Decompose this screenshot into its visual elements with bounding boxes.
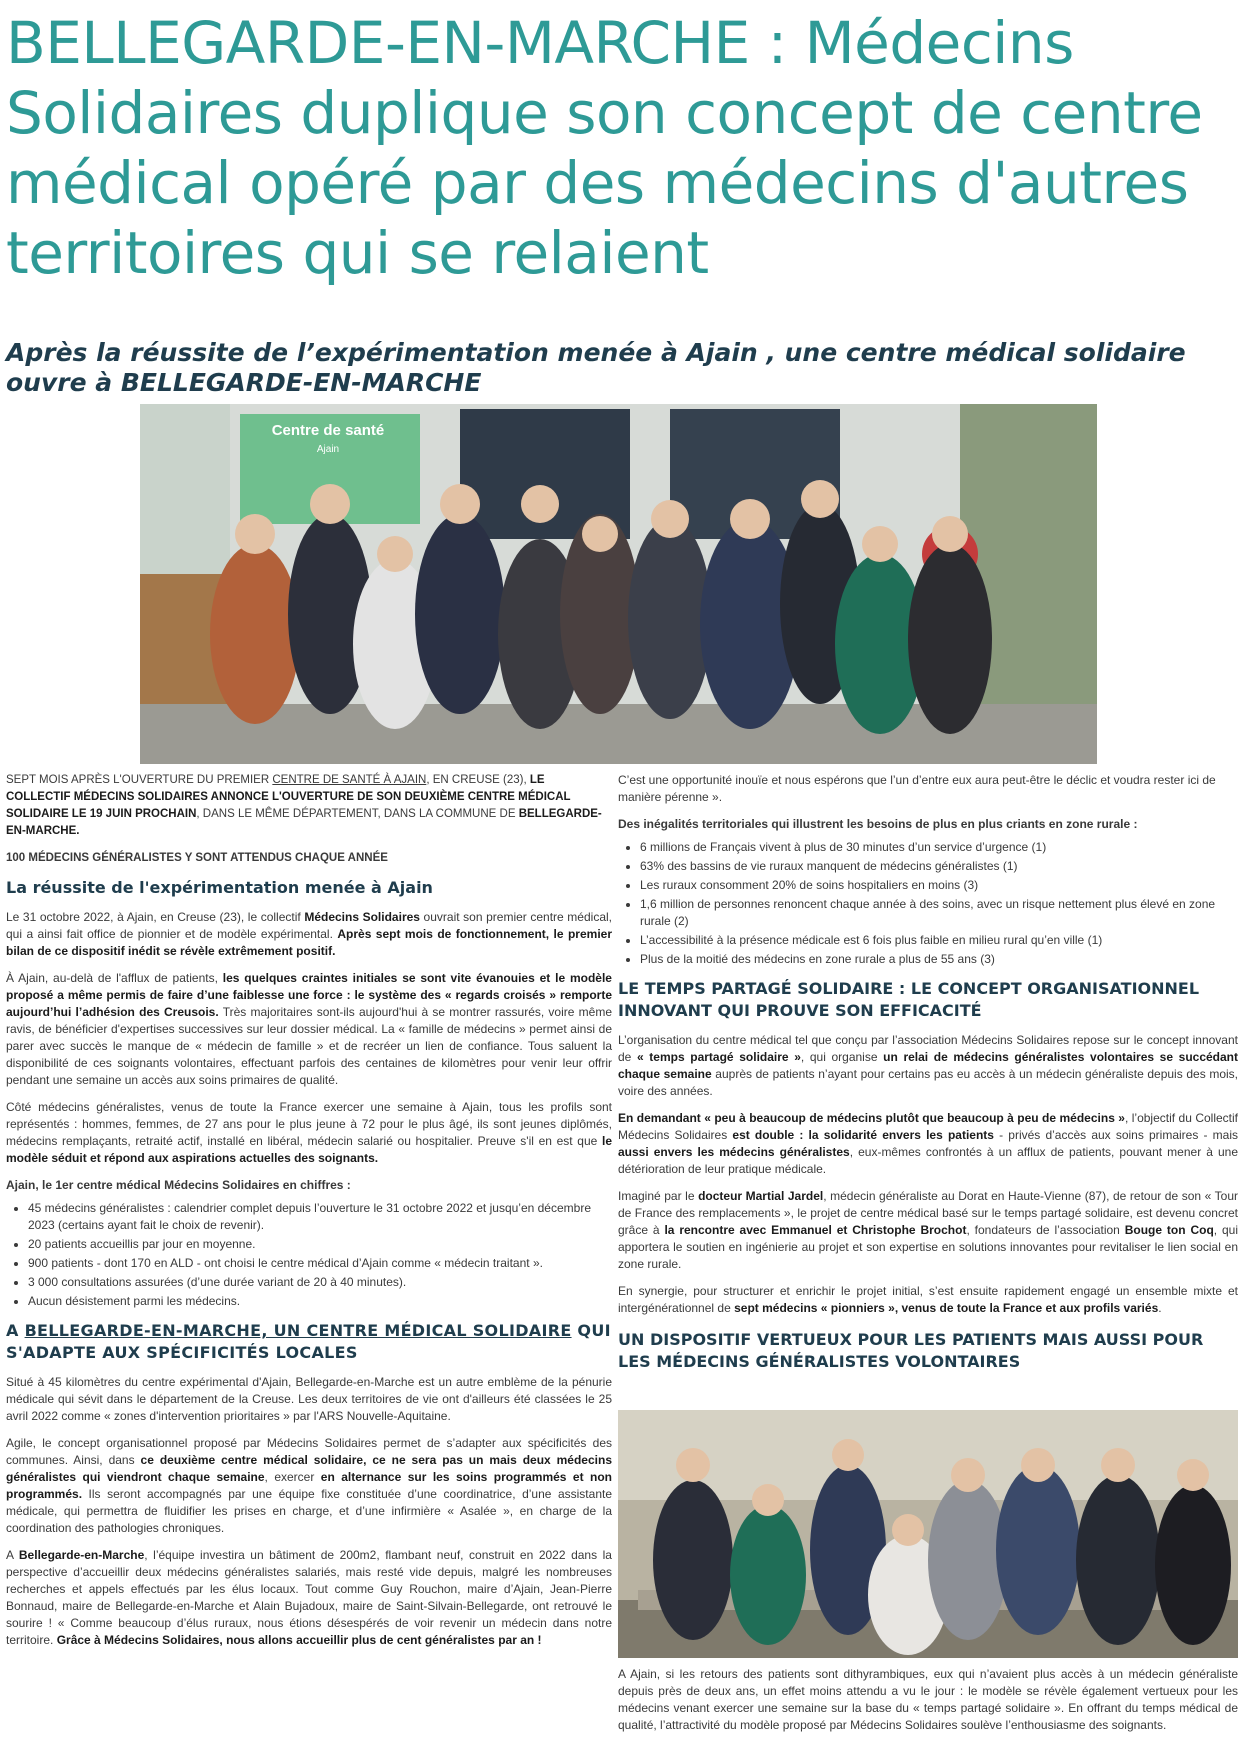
text: , l’objectif du Collectif Médecins Solidaires (618, 1111, 1239, 1142)
right-column-bottom (618, 1666, 1238, 1744)
inegalites-title: Des inégalités territoriales qui illustrent les besoins de plus en plus criants en zone rurale : (618, 817, 1138, 831)
bold-text: les quelques craintes initiales se sont vite évanouies et le modèle proposé a même permis de faire d’une faiblesse une force : le système des « regards croisés » remporte aujourd’hui l’adhésion des Creusois. (6, 971, 612, 1019)
intro-text-3: , DANS LE MÊME DÉPARTEMENT, DANS LA COMMUNE DE (196, 808, 519, 820)
heading-reussite: La réussite de l'expérimentation menée à Ajain (6, 878, 433, 897)
list-item: • Aucun désistement parmi les médecins. (28, 1293, 612, 1310)
list-item: • Plus de la moitié des médecins en zone rurale a plus de 55 ans (3) (640, 951, 1238, 968)
article-subheadline: Après la réussite de l’expérimentation menée à Ajain , une centre médical solidaire ouvre à BELLEGARDE-EN-MARCHE (6, 338, 1186, 397)
list-item: • 3 000 consultations assurées (d’une durée variant de 20 à 40 minutes). (28, 1274, 612, 1291)
list-item: • 45 médecins généralistes : calendrier complet depuis l’ouverture le 31 octobre 2022 et jusqu’en décembre 2023 (certains ayant fait le choix de revenir). (28, 1200, 612, 1234)
text: . (1158, 1301, 1162, 1315)
text: Le 31 octobre 2022, à Ajain, en Creuse (23), le collectif (6, 910, 305, 924)
bold-text: Bellegarde-en-Marche (18, 1548, 145, 1562)
text: , fondateurs de l’association (966, 1223, 1125, 1237)
paragraph-quote-end: C’est une opportunité inouïe et nous espérons que l’un d’entre eux aura peut-être le déclic et voudra rester ici de manière pérenne ». (618, 773, 1216, 804)
intro-text-1: SEPT MOIS APRÈS L'OUVERTURE DU PREMIER (6, 774, 273, 786)
chiffres-list (6, 1200, 612, 1310)
text: A (6, 1548, 19, 1562)
list-item: • 6 millions de Français vivent à plus de 30 minutes d’un service d’urgence (1) (640, 839, 1238, 856)
intro-bold-1: LE COLLECTIF MÉDECINS SOLIDAIRES ANNONCE L'OUVERTURE DE SON DEUXIÈME CENTRE MÉDICAL SOLIDAIRE LE 19 JUIN PROCHAIN (6, 774, 571, 820)
text: En synergie, pour structurer et enrichir le projet initial, s’est ensuite rapidement engagé un ensemble mixte et intergénérationnel de (618, 1284, 1238, 1315)
text: Côté médecins généralistes, venus de toute la France exercer une semaine à Ajain, tous les profils sont représentés : hommes, femmes, de 27 ans pour le plus jeune à 72 pour le plus âgé, ils sont jeunes diplômés, médecins remplaçants, retraité actif, installé en libéral, médecin salarié ou hospitalier. Preuve s'il en est que (6, 1100, 612, 1148)
text: , qui organise (800, 1050, 884, 1064)
intro-bold-2: BELLEGARDE-EN-MARCHE. (6, 808, 602, 837)
text: Imaginé par le (618, 1189, 699, 1203)
doctors-photo-illustration (618, 1410, 1238, 1658)
text: - privés d’accès aux soins primaires - mais (993, 1128, 1239, 1142)
intro-line-2: 100 MÉDECINS GÉNÉRALISTES Y SONT ATTENDUS CHAQUE ANNÉE (6, 852, 388, 864)
bold-text: Après sept mois de fonctionnement, le premier bilan de ce dispositif inédit se révèle extrêmement positif. (6, 927, 612, 958)
bold-text: en alternance sur les soins programmés et non programmés. (6, 1470, 613, 1501)
list-item: • 63% des bassins de vie ruraux manquent de médecins généralistes (1) (640, 858, 1238, 875)
inegalites-list (618, 839, 1238, 968)
bold-text: « temps partagé solidaire » (636, 1050, 801, 1064)
left-column (6, 772, 612, 1659)
bold-text: sept médecins « pionniers », venus de toute la France et aux profils variés (734, 1301, 1159, 1315)
text: , qui apportera le soutien en ingénierie au projet et son expertise en solutions innovantes pour revitaliser le lien social en zone rurale. (618, 1223, 1239, 1271)
text: Ils seront accompagnés par une équipe fixe constituée d’une coordinatrice, d’une assistante médicale, qui permettra de fluidifier les prises en charge, et d’une infirmière « Asalée », en charge de la coordination des pathologies chroniques. (6, 1487, 612, 1535)
bold-text: Grâce à Médecins Solidaires, nous allons accueillir plus de cent généralistes par an ! (56, 1633, 542, 1647)
list-item: • Les ruraux consomment 20% de soins hospitaliers en moins (3) (640, 877, 1238, 894)
team-photo-ajain-illustration (140, 404, 1097, 764)
paragraph-temps-4 (618, 1283, 1238, 1317)
right-column (618, 772, 1238, 1383)
paragraph-reussite-3 (6, 1099, 612, 1167)
health-centre-sign-title: Centre de santé (271, 422, 385, 439)
text: Agile, le concept organisationnel proposé par Médecins Solidaires permet de s’adapter aux spécificités des communes. Ainsi, dans (6, 1436, 612, 1467)
text: auprès de patients n’ayant pour certains pas eu accès à un médecin généraliste depuis des mois, voire des années. (618, 1067, 1238, 1098)
text: L’organisation du centre médical tel que conçu par l’association Médecins Solidaires repose sur le concept innovant de (618, 1033, 1238, 1064)
bold-text: est double : la solidarité envers les patients (732, 1128, 994, 1142)
intro-link-centre-ajain[interactable]: CENTRE DE SANTÉ À AJAIN (272, 774, 427, 786)
bold-text: la rencontre avec Emmanuel et Christophe Brochot (664, 1223, 967, 1237)
doctors-photo-outdoor (618, 1410, 1238, 1658)
heading-bellegarde-link[interactable]: BELLEGARDE-EN-MARCHE, UN CENTRE MÉDICAL SOLIDAIRE (24, 1321, 572, 1340)
heading-bellegarde (6, 1320, 612, 1364)
bold-text: le modèle séduit et répond aux aspirations actuelles des soignants. (6, 1134, 612, 1165)
intro-paragraph (6, 772, 612, 840)
health-centre-sign-subtitle: Ajain (316, 444, 340, 455)
text: , eux-mêmes confrontés à un afflux de patients, pouvant mener à une détérioration de leur pratique médicale. (618, 1145, 1239, 1176)
heading-temps-partage: LE TEMPS PARTAGÉ SOLIDAIRE : LE CONCEPT ORGANISATIONNEL INNOVANT QUI PROUVE SON EFFICACITÉ (618, 979, 1200, 1020)
text: , exercer (264, 1470, 321, 1484)
text: ouvrait son premier centre médical, qui a ainsi fait office de pionnier et de modèle expérimental. (6, 910, 612, 941)
list-item: • L’accessibilité à la présence médicale est 6 fois plus faible en milieu rural qu’en ville (1) (640, 932, 1238, 949)
article-headline: BELLEGARDE-EN-MARCHE : Médecins Solidaires duplique son concept de centre médical opéré par des médecins d'autres territoires qui se relaient (6, 9, 1203, 287)
paragraph-temps-3 (618, 1188, 1238, 1273)
paragraph-reussite-1 (6, 909, 612, 960)
bold-text: aussi envers les médecins généralistes (618, 1145, 850, 1159)
bold-text: En demandant « peu à beaucoup de médecins plutôt que beaucoup à peu de médecins » (618, 1111, 1125, 1125)
list-item: • 900 patients - dont 170 en ALD - ont choisi le centre médical d’Ajain comme « médecin traitant ». (28, 1255, 612, 1272)
paragraph-bellegarde-2 (6, 1435, 612, 1537)
paragraph-bellegarde-3 (6, 1547, 612, 1649)
text: Très majoritaires sont-ils aujourd'hui à se montrer rassurés, voire même ravis, de bénéficier d'expertises successives sur leur dossier médical. La « famille de médecins » permet ainsi de parer avec succès le manque de « médecin de famille » et de recréer un lien de confiance. Tous saluent la disponibilité de ces soignants volontaires, effectuant parfois des centaines de kilomètres pour venir leur offrir pendant une semaine un accès aux soins primaires de qualité. (6, 1005, 612, 1087)
list-item: • 20 patients accueillis par jour en moyenne. (28, 1236, 612, 1253)
paragraph-reussite-2 (6, 970, 612, 1089)
text: , l’équipe investira un bâtiment de 200m2, flambant neuf, construit en 2022 dans la perspective d’accueillir deux médecins généralistes salariés, mais resté vide depuis, malgré les nombreuses recherches et appels effectués par les élus locaux. Tout comme Guy Rouchon, maire d’Ajain, Jean-Pierre Bonnaud, maire de Bellegarde-en-Marche et Alain Bujadoux, maire de Saint-Silvain-Bellegarde, ont retrouvé le sourire ! « Comme beaucoup d’élus ruraux, nous étions désespérés de voir revenir un médecin dans notre territoire. (6, 1548, 612, 1647)
text: QUI S'ADAPTE AUX SPÉCIFICITÉS LOCALES (6, 1321, 611, 1362)
heading-dispositif: UN DISPOSITIF VERTUEUX POUR LES PATIENTS MAIS AUSSI POUR LES MÉDECINS GÉNÉRALISTES VOLONTAIRES (618, 1330, 1204, 1371)
team-photo-ajain (140, 404, 1097, 764)
chiffres-title: Ajain, le 1er centre médical Médecins Solidaires en chiffres : (6, 1178, 351, 1192)
intro-text-2: , EN CREUSE (23), (426, 774, 530, 786)
paragraph-temps-2 (618, 1110, 1238, 1178)
text: À Ajain, au-delà de l'afflux de patients, (6, 971, 223, 985)
bold-text: Bouge ton Coq (1124, 1223, 1214, 1237)
bold-text: ce deuxième centre médical solidaire, ce ne sera pas un mais deux médecins généralistes qui viendront chaque semaine (6, 1453, 612, 1484)
text: A (6, 1321, 25, 1340)
bold-text: un relai de médecins généralistes volontaires se succédant chaque semaine (618, 1050, 1239, 1081)
list-item: • 1,6 million de personnes renoncent chaque année à des soins, avec un risque nettement plus élevé en zone rurale (2) (640, 896, 1238, 930)
bold-text: docteur Martial Jardel (698, 1189, 824, 1203)
bold-text: Médecins Solidaires (304, 910, 420, 924)
paragraph-temps-1 (618, 1032, 1238, 1100)
text: , médecin généraliste au Dorat en Haute-Vienne (87), de retour de son « Tour de France des remplacements », le projet de centre médical basé sur le temps partagé solidaire, est devenu concret grâce à (618, 1189, 1238, 1237)
paragraph-dispositif: A Ajain, si les retours des patients sont dithyrambiques, eux qui n’avaient plus accès à un médecin généraliste depuis près de deux ans, un effet moins attendu a vu le jour : le modèle se révèle également vertueux pour les médecins venant exercer une semaine sur la base du « temps partagé solidaire ». En offrant du temps médical de qualité, l’attractivité du modèle proposé par Médecins Solidaires soulève l’enthousiasme des soignants. (618, 1667, 1238, 1732)
paragraph-bellegarde-1: Situé à 45 kilomètres du centre expérimental d'Ajain, Bellegarde-en-Marche est un autre emblème de la pénurie médicale qui sévit dans le département de la Creuse. Les deux territoires de vie ont d'ailleurs été classées le 25 avril 2022 comme « zones d'intervention prioritaires » par l'ARS Nouvelle-Aquitaine. (6, 1375, 612, 1423)
